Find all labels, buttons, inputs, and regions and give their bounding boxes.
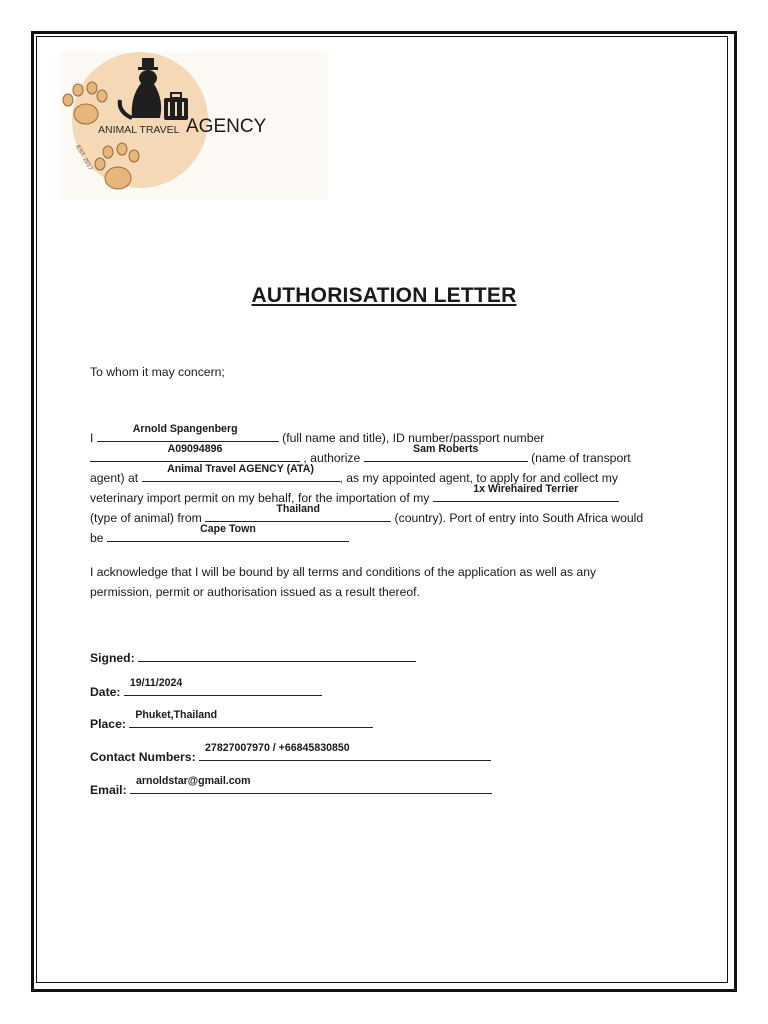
date-row bbox=[90, 677, 322, 702]
date-field bbox=[124, 677, 322, 696]
full-name-value: Arnold Spangenberg bbox=[132, 423, 238, 435]
email-row bbox=[90, 775, 492, 800]
paragraph-line-6 bbox=[90, 523, 349, 548]
port-field bbox=[107, 523, 349, 542]
agent-name-value: Sam Roberts bbox=[413, 443, 479, 455]
agent-name-field bbox=[364, 443, 528, 462]
email-label: Email: bbox=[90, 783, 127, 797]
paragraph-text: , authorize bbox=[303, 451, 361, 465]
acknowledge-line-2: permission, permit or authorisation issued as a result thereof. bbox=[90, 585, 420, 599]
email-field bbox=[130, 775, 492, 794]
greeting: To whom it may concern; bbox=[90, 365, 225, 379]
paragraph-text: , as my appointed agent, to apply for and collect my bbox=[339, 471, 618, 485]
country-value: Thailand bbox=[276, 503, 320, 515]
paragraph-text: (full name and title), ID number/passport number bbox=[282, 431, 545, 445]
place-row bbox=[90, 709, 373, 734]
paragraph-text: (type of animal) from bbox=[90, 511, 202, 525]
paragraph-text: veterinary import permit on my behalf, for the importation of my bbox=[90, 491, 430, 505]
place-field bbox=[129, 709, 373, 728]
signed-row bbox=[90, 648, 416, 668]
paragraph-text: agent) at bbox=[90, 471, 139, 485]
paragraph-text: be bbox=[90, 531, 104, 545]
agency-value: Animal Travel AGENCY (ATA) bbox=[167, 463, 314, 475]
place-value: Phuket,Thailand bbox=[135, 709, 218, 721]
animal-field bbox=[433, 483, 619, 502]
document-title: AUTHORISATION LETTER bbox=[251, 284, 517, 307]
animal-value: 1x Wirehaired Terrier bbox=[473, 483, 579, 495]
contact-field bbox=[199, 742, 491, 761]
paragraph-text: I bbox=[90, 431, 94, 445]
email-value: arnoldstar@gmail.com bbox=[135, 775, 251, 787]
logo-brand-large: AGENCY bbox=[186, 116, 267, 137]
signed-field bbox=[138, 648, 416, 662]
date-value: 19/11/2024 bbox=[129, 677, 183, 689]
logo-est-text: EST. 2017 bbox=[74, 144, 94, 172]
signed-label: Signed: bbox=[90, 651, 135, 665]
logo-brand-small: ANIMAL TRAVEL bbox=[98, 124, 180, 136]
acknowledge-line-1: I acknowledge that I will be bound by all terms and conditions of the application as well as any bbox=[90, 565, 597, 579]
place-label: Place: bbox=[90, 717, 126, 731]
id-number-value: A09094896 bbox=[167, 443, 223, 455]
agency-field bbox=[142, 463, 340, 482]
paragraph-text: (country). Port of entry into South Africa would bbox=[394, 511, 644, 525]
date-label: Date: bbox=[90, 685, 121, 699]
contact-row bbox=[90, 742, 491, 767]
agency-logo bbox=[60, 52, 328, 200]
port-value: Cape Town bbox=[200, 523, 256, 535]
contact-label: Contact Numbers: bbox=[90, 750, 196, 764]
paragraph-text: (name of transport bbox=[531, 451, 631, 465]
contact-value: 27827007970 / +66845830850 bbox=[205, 742, 350, 754]
